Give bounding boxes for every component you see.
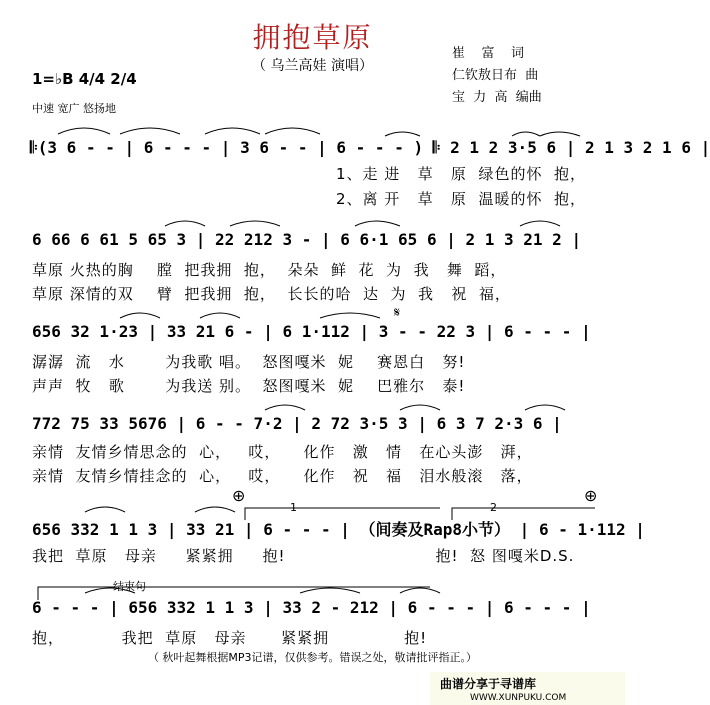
slur — [85, 507, 125, 512]
slur — [205, 128, 260, 134]
lyric-line-2b: 草原 深情的双 臂 把我拥 抱， 长长的哈 达 为 我 祝 福， — [32, 285, 511, 303]
slur — [300, 588, 360, 593]
volta-bracket-1 — [245, 508, 440, 520]
footer-note: （ 秋叶起舞根据MP3记谱，仅供参考。错误之处，敬请批评指正。） — [147, 651, 478, 664]
slur — [525, 405, 565, 410]
composer-credit: 仁钦敖日布 曲 — [452, 68, 539, 83]
volta-1-label: 1 — [290, 501, 297, 514]
slur — [85, 588, 135, 593]
slur — [400, 405, 440, 410]
notation-line-2: 6 66 6 61 5 65 3 | 22 212 3 - | 6 6·1 65 6 | 2 1 3 21 2 | — [32, 230, 582, 249]
key-signature: 1=♭B 4/4 2/4 — [32, 70, 137, 88]
notation-line-4: 772 75 33 5676 | 6 - - 7·2 | 2 72 3·5 3 | 6 3 7 2·3 6 | — [32, 414, 562, 433]
notation-line-6: 6 - - - | 656 332 1 1 3 | 33 2 - 212 | 6 - - - | 6 - - - | — [32, 598, 591, 617]
slur — [540, 132, 580, 136]
slur — [58, 128, 110, 134]
source-watermark-url: WWW.XUNPUKU.COM — [470, 693, 567, 703]
lyric-line-3a: 潺潺 流 水 为我歌 唱。 怒图嘎米 妮 赛恩白 努! — [32, 353, 466, 371]
slur — [200, 313, 240, 318]
slur — [120, 128, 180, 134]
slur — [400, 588, 440, 593]
slur — [385, 132, 420, 136]
slur — [165, 221, 205, 226]
coda-sign-right: ⊕ — [584, 486, 598, 505]
slur — [230, 221, 280, 226]
segno-sign: 𝄋 — [394, 305, 401, 321]
source-watermark-text: 曲谱分享于寻谱库 — [440, 677, 537, 691]
slur — [355, 221, 400, 226]
lyric-line-3b: 声声 牧 歌 为我送 别。 怒图嘎米 妮 巴雅尔 泰! — [32, 377, 466, 395]
notation-line-3: 656 32 1·23 | 33 21 6 - | 6 1·112 | 3 - - 22 3 | 6 - - - | — [32, 322, 591, 341]
lyric-line-6: 抱， 我把 草原 母亲 紧紧拥 抱! — [32, 629, 428, 647]
slur — [195, 507, 235, 512]
lyric-line-1a: 1、走 进 草 原 绿色的怀 抱， — [336, 165, 586, 183]
song-title: 拥抱草原 — [252, 21, 373, 54]
slur — [265, 405, 305, 410]
tempo-marking: 中速 宽广 悠扬地 — [32, 102, 116, 115]
performer-subtitle: （ 乌兰高娃 演唱） — [252, 58, 373, 74]
slur — [120, 313, 160, 318]
lyric-line-4b: 亲情 友情乡情挂念的 心， 哎， 化作 祝 福 泪水般滚 落， — [32, 467, 533, 485]
slur — [320, 313, 380, 318]
lyric-line-2a: 草原 火热的胸 膛 把我拥 抱， 朵朵 鲜 花 为 我 舞 蹈， — [32, 261, 507, 279]
slur — [265, 128, 320, 134]
notation-line-1: 𝄆(3 6 - - | 6 - - - | 3 6 - - | 6 - - - ) 𝄆 2 1 2 3·5 6 | 2 1 3 2 1 6 | — [30, 138, 710, 157]
coda-label: 结束句 — [113, 580, 146, 593]
volta-bracket-2 — [452, 508, 595, 520]
lyric-line-1b: 2、离 开 草 原 温暖的怀 抱， — [336, 190, 586, 208]
arranger-credit: 宝 力 高 编曲 — [452, 90, 542, 105]
notation-line-5: 656 332 1 1 3 | 33 21 | 6 - - - | （间奏及Rap8小节） | 6 - 1·112 | — [32, 520, 645, 539]
lyricist-credit: 崔 富 词 — [452, 46, 525, 61]
lyric-line-4a: 亲情 友情乡情思念的 心， 哎， 化作 激 情 在心头澎 湃， — [32, 443, 533, 461]
volta-2-label: 2 — [490, 501, 497, 514]
coda-sign-left: ⊕ — [232, 486, 246, 505]
lyric-line-5: 我把 草原 母亲 紧紧拥 抱! 抱! 怒 图嘎米D.S. — [32, 547, 575, 565]
slur — [512, 132, 540, 136]
slur — [520, 221, 560, 226]
